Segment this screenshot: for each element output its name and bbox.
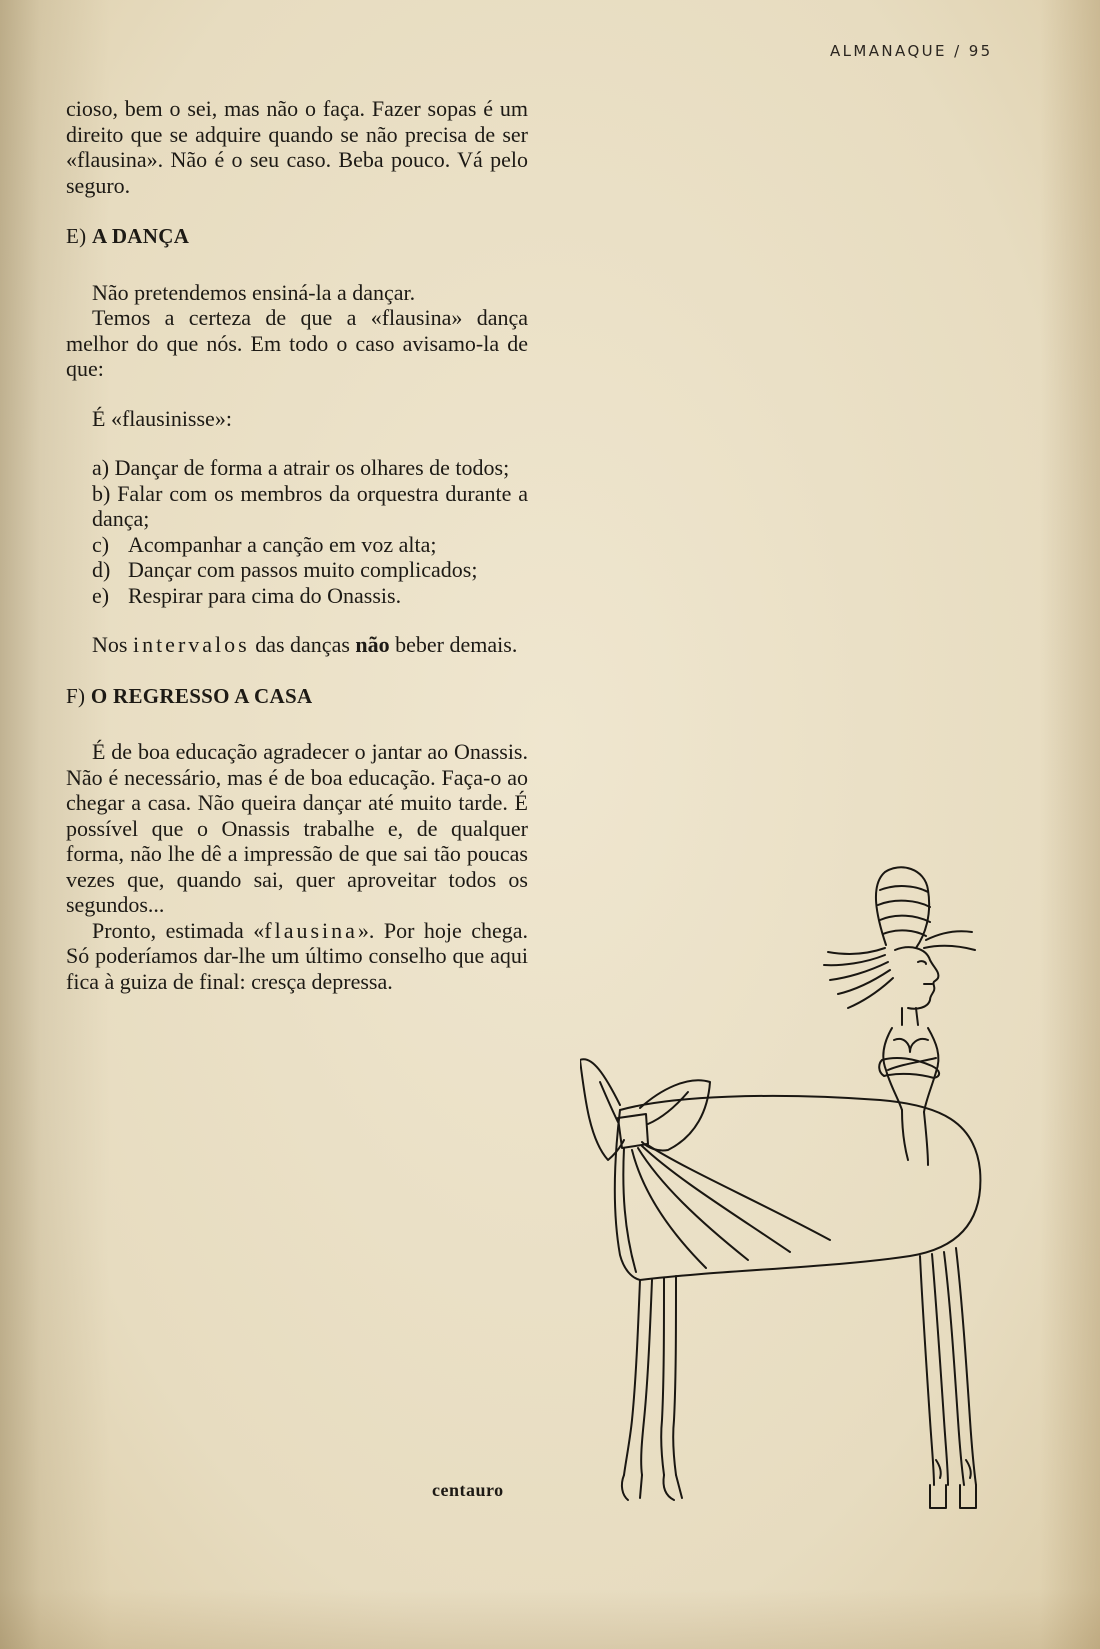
text-run: das danças [255, 632, 350, 657]
signature: centauro [432, 1480, 504, 1500]
text-run: Pronto, estimada « [92, 917, 265, 943]
running-head: ALMANAQUE / 95 [830, 42, 993, 60]
section-heading-f [66, 684, 528, 710]
bold-text: não [355, 632, 390, 657]
list-item [66, 557, 528, 583]
spaced-text: intervalos [132, 632, 250, 657]
list-text: Dançar com passos muito complicados; [128, 557, 478, 582]
list-letter: e) [92, 582, 110, 608]
back-leg [920, 1256, 934, 1485]
list-text: Falar com os membros da orquestra durante a dança; [92, 480, 529, 531]
section-title-e: A DANÇA [91, 224, 190, 248]
text-run: Nos [92, 632, 128, 657]
text-run: beber demais. [395, 632, 518, 657]
text-run: ». Por hoje chega. Só poderíamos dar-lhe um último conselho que aqui fica à guiza de final: cresça depressa. [66, 917, 528, 994]
intro-paragraph: cioso, bem o sei, mas não o faça. Fazer sopas é um direito que se adquire quando se não precisa de ser «flausina». Não é o seu caso. Beba pouco. Vá pelo seguro. [66, 96, 528, 198]
section-title-f: O REGRESSO A CASA [90, 683, 313, 708]
front-leg [624, 1280, 640, 1475]
list-letter: a) [92, 455, 110, 480]
dance-paragraph-1: Não pretendemos ensiná-la a dançar. [92, 279, 416, 305]
return-paragraph-2 [66, 918, 528, 995]
hair-beehive [876, 867, 929, 948]
section-label-e: E) [66, 224, 87, 248]
dance-paragraph-3: É «flausinisse»: [92, 405, 232, 431]
list-item [66, 481, 528, 532]
list-item [66, 583, 528, 609]
centaur-illustration [580, 860, 1040, 1510]
list-text: Acompanhar a canção em voz alta; [128, 531, 437, 557]
face [895, 947, 938, 1008]
horse-body [620, 1096, 980, 1280]
dance-paragraph-2: Temos a certeza de que a «flausina» dança melhor do que nós. Em todo o caso avisamo-la de que: [66, 305, 528, 381]
list-text: Dançar de forma a atrair os olhares de todos; [114, 455, 510, 480]
list-item [66, 532, 528, 558]
list-letter: d) [92, 557, 111, 582]
list-item [66, 455, 528, 481]
list-letter: b) [92, 480, 111, 506]
section-label-f: F) [66, 683, 86, 708]
list-text: Respirar para cima do Onassis. [128, 582, 402, 608]
return-paragraph-1: É de boa educação agradecer o jantar ao Onassis. Não é necessário, mas é de boa educação. Faça-o ao chegar a casa. Não queira dançar até muito tarde. É possível que o Onassis trabalhe e, de qualquer forma, não lhe dê a impressão de que sai tão poucas vezes que, quando sai, quer aproveitar todos os segundos... [66, 739, 528, 917]
list-letter: c) [92, 531, 110, 557]
dance-paragraph-4 [66, 632, 528, 658]
spaced-text: flausina [264, 917, 358, 943]
text-column [66, 96, 528, 994]
section-heading-e [66, 224, 528, 250]
